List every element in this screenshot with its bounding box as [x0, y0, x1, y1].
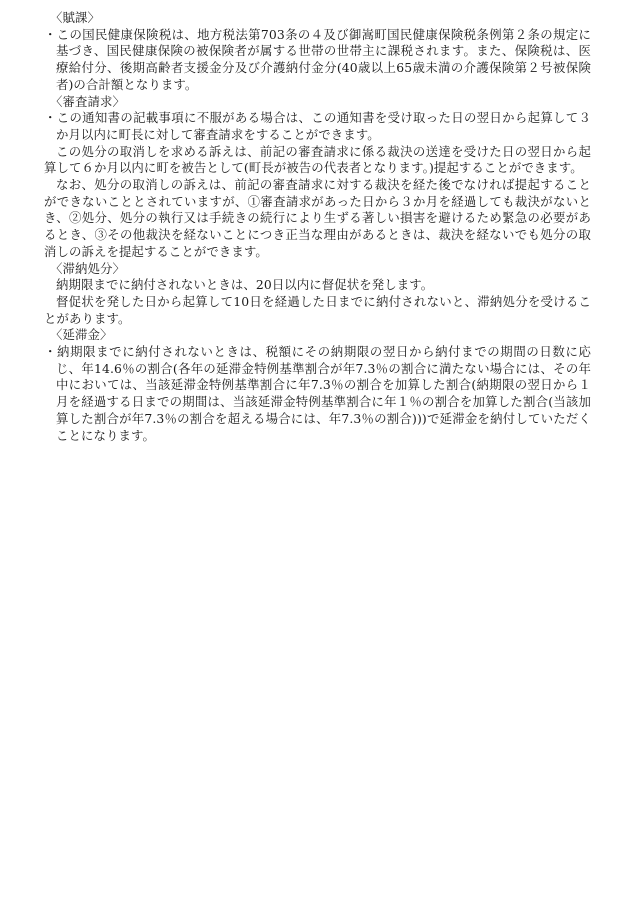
paragraph: ・この国民健康保険税は、地方税法第703条の４及び御嵩町国民健康保険税条例第２条の規定に基づき、国民健康保険の被保険者が属する世帯の世帯主に課税されます。また、保険税は、医療給付分、後期高齢者支援金分及び介護納付金分(40歳以上65歳未満の介護保険第２号被保険者)の合計額となります。 — [44, 26, 591, 92]
section-entaikin — [44, 327, 591, 444]
document-body — [44, 10, 591, 444]
section-heading: 〈審査請求〉 — [50, 93, 125, 109]
section-heading: 〈賦課〉 — [50, 10, 100, 25]
section-tainou-shobun — [44, 261, 591, 328]
section-fuka — [44, 10, 591, 94]
paragraph: なお、処分の取消しの訴えは、前記の審査請求に対する裁決を経た後でなければ提起することができないこととされていますが、①審査請求があった日から３か月を経過しても裁決がないとき、②処分、処分の執行又は手続きの続行により生ずる著しい損害を避けるため緊急の必要があるとき、③その他裁決を経ないことにつき正当な理由があるときは、裁決を経ないでも処分の取消しの訴えを提起することができます。 — [44, 177, 591, 259]
paragraph: 督促状を発した日から起算して10日を経過した日までに納付されないと、滞納処分を受けることがあります。 — [44, 293, 591, 326]
section-heading: 〈延滞金〉 — [50, 327, 113, 343]
section-heading: 〈滞納処分〉 — [50, 260, 125, 276]
section-shinsa-seikyu — [44, 94, 591, 261]
paragraph: この処分の取消しを求める訴えは、前記の審査請求に係る裁決の送達を受けた日の翌日から起算して６か月以内に町を被告として(町長が被告の代表者となります。)提起することができます。 — [44, 143, 591, 176]
paragraph: ・納期限までに納付されないときは、税額にその納期限の翌日から納付までの期間の日数に応じ、年14.6％の割合(各年の延滞金特例基準割合が年7.3％の割合に満たない場合には、その年中においては、当該延滞金特例基準割合に年7.3％の割合を加算した割合(納期限の翌日から１月を経過する日までの期間は、当該延滞金特例基準割合に年１％の割合を加算した割合(当該加算した割合が年7.3％の割合を超える場合には、年7.3％の割合)))で延滞金を納付していただくことになります。 — [44, 344, 591, 443]
paragraph: ・この通知書の記載事項に不服がある場合は、この通知書を受け取った日の翌日から起算して３か月以内に町長に対して審査請求をすることができます。 — [44, 110, 591, 142]
paragraph: 納期限までに納付されないときは、20日以内に督促状を発します。 — [56, 277, 434, 293]
